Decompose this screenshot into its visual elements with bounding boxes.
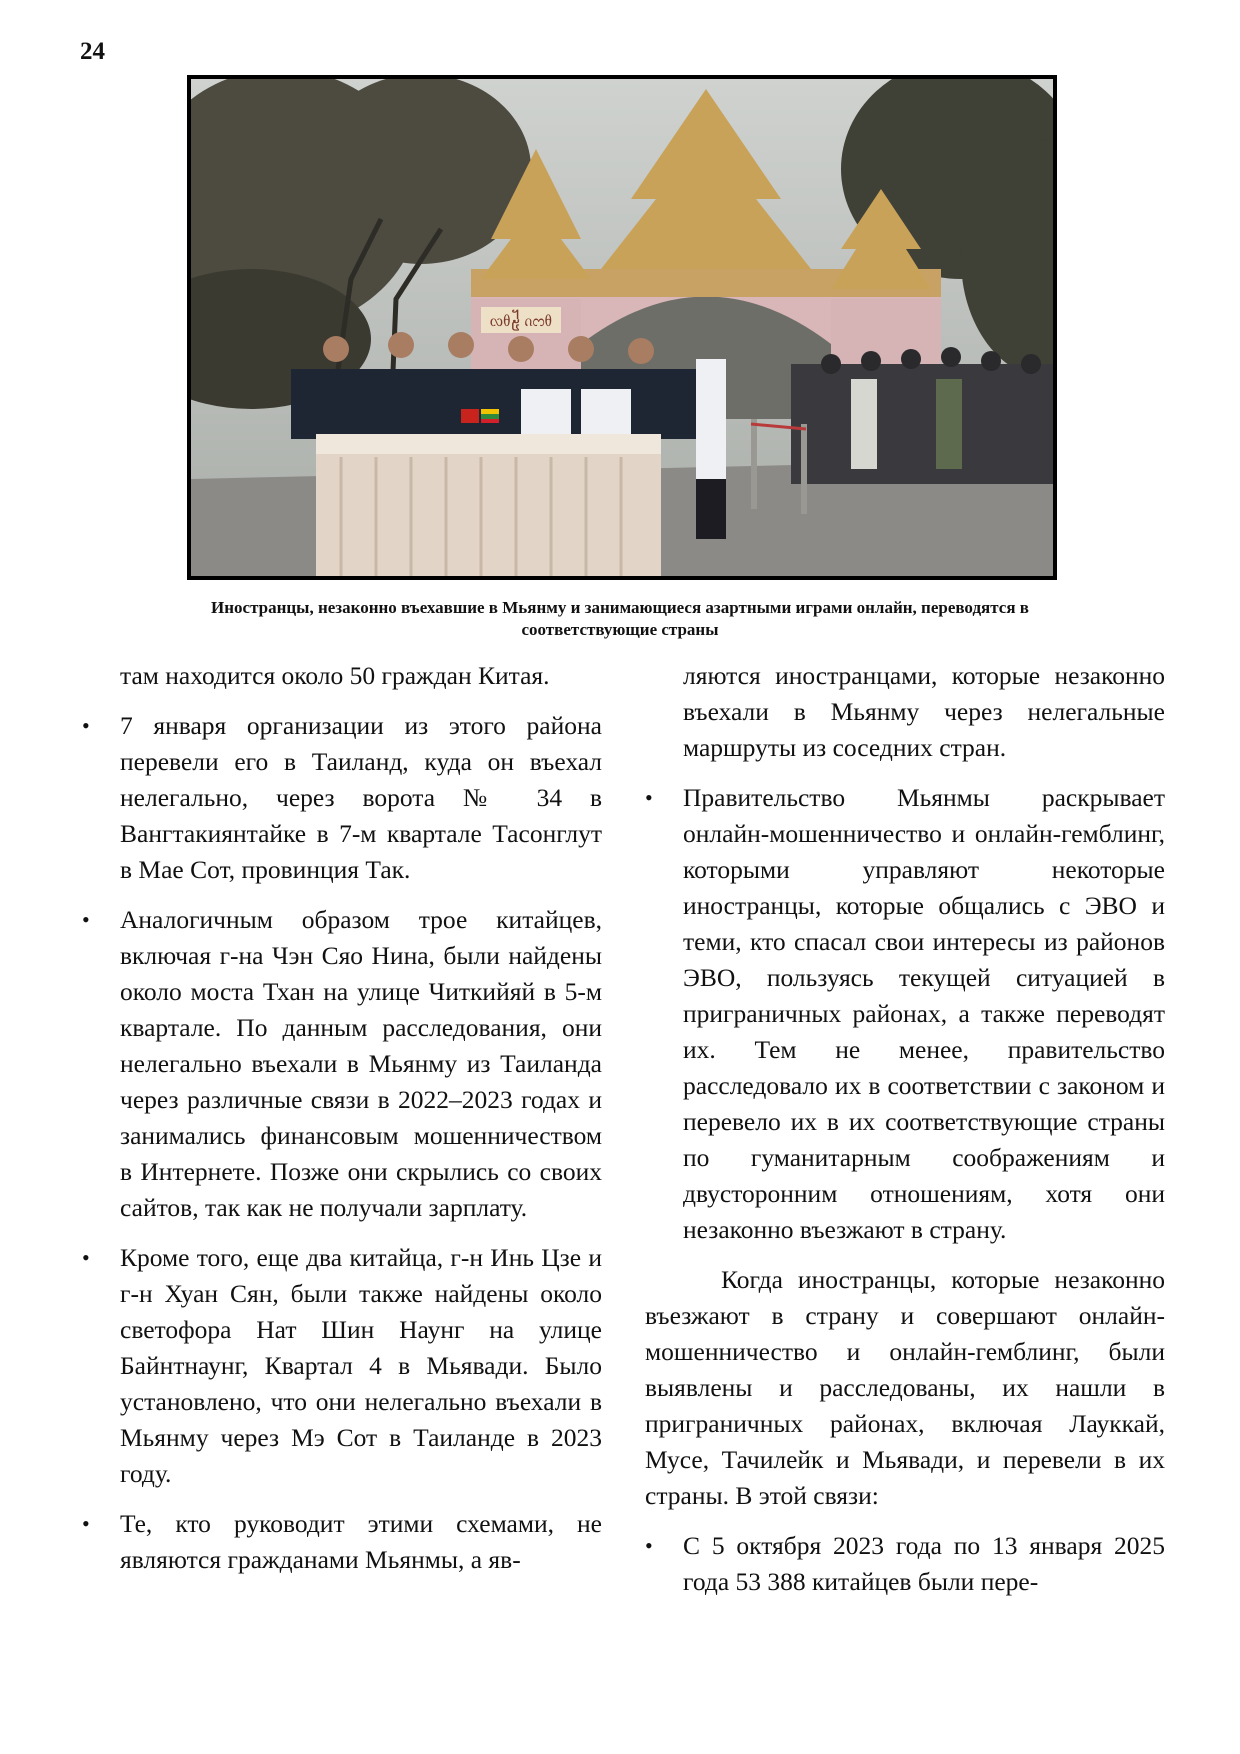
list-item	[82, 902, 602, 1226]
bullet-icon: •	[82, 1245, 90, 1270]
paragraph-continuation: ляются иностранцами, которые незаконно въехали в Мьянму через нелегальные маршруты из соседних стран.	[683, 661, 1165, 762]
list-item-text: С 5 октября 2023 года по 13 января 2025 года 53 388 китайцев были пере-	[683, 1531, 1165, 1596]
gate-sign: ᦟᦲ᧵ ᦵᦂᦲ	[489, 313, 553, 330]
figure-caption: Иностранцы, незаконно въехавшие в Мьянму и занимающиеся азартными играми онлайн, переводятся в соответствующие страны	[211, 598, 1029, 639]
list-item	[645, 1528, 1165, 1600]
body-paragraph: Когда иностранцы, которые незаконно въезжают в страну и совершают онлайн-мошенничество и онлайн-гемблинг, были выявлены и расследованы, их нашли в приграничных районах, включая Лауккай, Мусе, Тачилейк и Мьявади, и перевели в их страны. В этой связи:	[645, 1265, 1165, 1510]
bullet-list	[645, 1528, 1165, 1600]
list-item	[82, 1506, 602, 1578]
flag-china	[461, 409, 479, 423]
right-column	[645, 658, 1165, 1600]
signing-table	[316, 434, 661, 576]
list-item-text: Правительство Мьянмы раскрывает онлайн-мошенничество и онлайн-гемблинг, которыми управляют некоторые иностранцы, которые общались с ЭВО и теми, кто спасал свои интересы из районов ЭВО, пользуясь текущей ситуацией в приграничных районах, а также переводят их. Тем не менее, правительство расследовало их в соответствии с законом и перевело их в их соответствующие страны по гуманитарным соображениям и двусторонним отношениям, хотя они незаконно въезжают в страну.	[683, 783, 1165, 1244]
list-item	[82, 1240, 602, 1492]
photo-border-gate-handover	[187, 75, 1057, 580]
flag-myanmar	[481, 409, 499, 414]
list-item-text: Кроме того, еще два китайца, г-н Инь Цзе и г-н Хуан Сян, были также найдены около светофора Нат Шин Наунг на улице Байнтнаунг, Квартал 4 в Мьявади. Было установлено, что они нелегально въехали в Мьянму через Мэ Сот в Таиланде в 2023 году.	[120, 1243, 602, 1488]
bullet-list	[82, 708, 602, 1578]
list-item-text: Те, кто руководит этими схемами, не являются гражданами Мьянмы, а яв-	[120, 1509, 602, 1574]
crowd	[791, 347, 1053, 484]
photo-illustration	[191, 79, 1053, 576]
list-item	[82, 708, 602, 888]
bullet-icon: •	[82, 713, 90, 738]
paragraph-continuation: там находится около 50 граждан Китая.	[120, 661, 550, 690]
bullet-icon: •	[645, 785, 653, 810]
bullet-list	[645, 780, 1165, 1248]
list-item-text: 7 января организации из этого района перевели его в Таиланд, куда он въехал нелегально, через ворота № 34 в Вангтакиянтайке в 7-м квартале Тасонглут в Мае Сот, провинция Так.	[120, 711, 602, 884]
bullet-icon: •	[645, 1533, 653, 1558]
list-item	[645, 780, 1165, 1248]
page-number: 24	[80, 38, 105, 65]
left-column	[82, 658, 602, 1578]
list-item-text: Аналогичным образом трое китайцев, включая г-на Чэн Сяо Нина, были найдены около моста Тхан на улице Читкийяй в 5-м квартале. По данным расследования, они нелегально въехали в Мьянму из Таиланда через различные связи в 2022–2023 годах и занимались финансовым мошенничеством в Интернете. Позже они скрылись со своих сайтов, так как не получали зарплату.	[120, 905, 602, 1222]
bullet-icon: •	[82, 907, 90, 932]
bullet-icon: •	[82, 1511, 90, 1536]
